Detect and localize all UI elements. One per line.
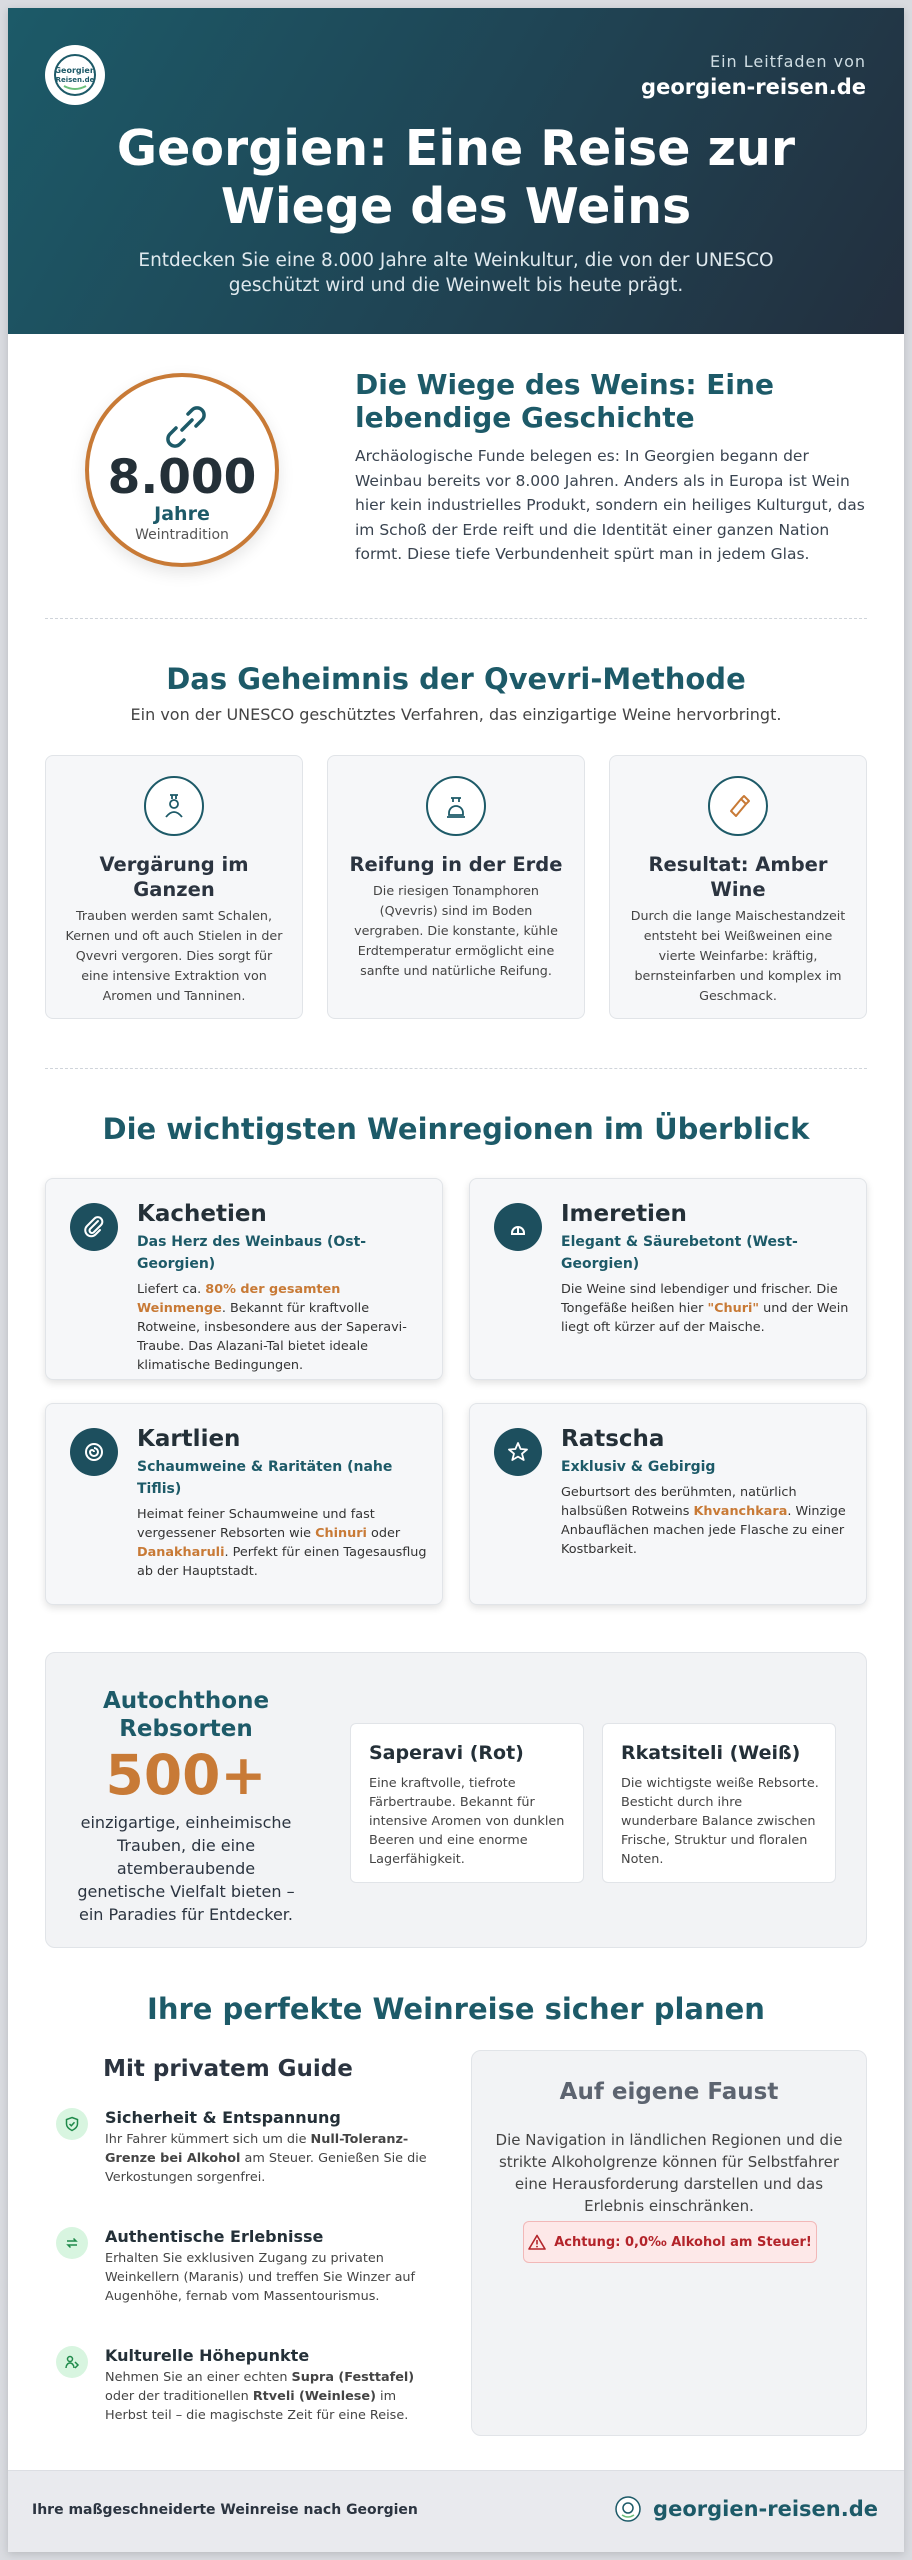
region-card-ratscha [469, 1403, 867, 1605]
region-tagline: Schaumweine & Raritäten (nahe Tiflis) [137, 1459, 393, 1497]
self-drive-panel [471, 2050, 867, 2436]
history-text: Archäologische Funde belegen es: In Georgien begann der Weinbau bereits vor 8.000 Jahren. Anders als in Europa ist Wein hier kein industrielles Produkt, sondern ein heiliges Kulturgut, das im Schoß der Erde reift und die Identität einer ganzen Nation formt. Diese tiefe Verbundenheit spürt man in jedem Glas. [355, 447, 865, 563]
grapes-text: einzigartige, einheimische Trauben, die eine atemberaubende genetische Vielfalt bieten – ein Paradies für Entdecker. [77, 1813, 295, 1924]
region-name: Imeretien [561, 1201, 687, 1227]
region-text: Liefert ca. 80% der gesamten Weinmenge. Bekannt für kraftvolle Rotweine, insbesondere aus der Saperavi-Traube. Das Alazani-Tal bietet ideale klimatische Bedingungen. [137, 1282, 407, 1373]
region-text: Die Weine sind lebendiger und frischer. Die Tongefäße heißen hier "Churi" und der Wein liegt oft kürzer auf der Maische. [561, 1282, 849, 1335]
svg-text:Georgien: Georgien [54, 66, 96, 75]
warning-icon [528, 2234, 546, 2250]
feature-text: Ihr Fahrer kümmert sich um die Null-Toleranz-Grenze bei Alkohol am Steuer. Genießen Sie die Verkostungen sorgenfrei. [105, 2132, 427, 2185]
brand-logo[interactable] [45, 45, 105, 105]
vessel-icon [494, 1203, 542, 1251]
qvevri-card-fermentation [45, 755, 303, 1019]
region-name: Kachetien [137, 1201, 267, 1227]
grape-varieties-panel [45, 1652, 867, 1948]
years-caption: Weintradition [135, 527, 229, 543]
wine-tag-icon [708, 776, 768, 836]
grape-text: Eine kraftvolle, tiefrote Färbertraube. Bekannt für intensive Aromen von dunklen Beeren und eine enorme Lagerfähigkeit. [369, 1776, 565, 1867]
guide-column-title: Mit privatem Guide [103, 2056, 353, 2082]
years-unit: Jahre [154, 503, 210, 525]
region-name: Ratscha [561, 1426, 665, 1452]
grapes-title: Autochthone Rebsorten [102, 1688, 270, 1742]
region-text: Geburtsort des berühmten, natürlich halbsüßen Rotweins Khvanchkara. Winzige Anbauflächen machen jede Flasche zu einer Kostbarkeit. [561, 1485, 846, 1557]
qvevri-card-title: Vergärung im Ganzen [99, 853, 249, 901]
hero-header [8, 8, 904, 334]
svg-text:Reisen.de: Reisen.de [55, 76, 95, 84]
years-badge [85, 373, 279, 567]
region-tagline: Elegant & Säurebetont (West-Georgien) [561, 1234, 798, 1272]
link-icon [161, 405, 211, 449]
qvevri-card-text: Trauben werden samt Schalen, Kernen und oft auch Stielen in der Qvevri vergoren. Dies sorgt für eine intensive Extraktion von Aromen und Tanninen. [65, 908, 283, 1003]
logo-icon [52, 52, 98, 98]
qvevri-card-title: Reifung in der Erde [349, 853, 563, 876]
feature-title: Sicherheit & Entspannung [105, 2108, 341, 2127]
region-text: Heimat feiner Schaumweine und fast vergessener Rebsorten wie Chinuri oder Danakharuli. Perfekt für einen Tagesausflug ab der Hauptstadt. [137, 1507, 427, 1579]
self-drive-title: Auf eigene Faust [559, 2079, 779, 2105]
infographic-page [8, 8, 904, 2552]
section-divider [45, 1068, 867, 1069]
exchange-icon [56, 2227, 88, 2259]
qvevri-card-maturation [327, 755, 585, 1019]
grape-name: Saperavi (Rot) [369, 1742, 524, 1764]
shield-check-icon [56, 2108, 88, 2140]
earth-pot-icon [426, 776, 486, 836]
alcohol-warning [523, 2221, 817, 2263]
feature-text: Nehmen Sie an einer echten Supra (Festtafel) oder der traditionellen Rtveli (Weinlese) im Herbst teil – die magischste Zeit für eine Reise. [105, 2370, 415, 2423]
region-tagline: Das Herz des Weinbaus (Ost-Georgien) [137, 1234, 367, 1272]
grape-card-saperavi [350, 1723, 584, 1883]
grape-name: Rkatsiteli (Weiß) [621, 1742, 801, 1764]
qvevri-subtitle: Ein von der UNESCO geschütztes Verfahren, das einzigartige Weine hervorbringt. [130, 705, 782, 724]
page-title: Georgien: Eine Reise zur Wiege des Weins [116, 120, 796, 235]
qvevri-card-result [609, 755, 867, 1019]
footer-logo-icon [615, 2496, 641, 2522]
regions-title: Die wichtigsten Weinregionen im Überblick [102, 1112, 810, 1146]
self-drive-text: Die Navigation in ländlichen Regionen und die strikte Alkoholgrenze können für Selbstfahrer eine Herausforderung darstellen und das Erlebnis einschränken. [495, 2131, 843, 2215]
grapes-number: 500+ [105, 1743, 267, 1807]
region-tagline: Exklusiv & Gebirgig [561, 1459, 716, 1475]
paperclip-icon [70, 1203, 118, 1251]
feature-title: Authentische Erlebnisse [105, 2227, 324, 2246]
people-icon [56, 2346, 88, 2378]
spiral-icon [70, 1428, 118, 1476]
page-subtitle: Entdecken Sie eine 8.000 Jahre alte Weinkultur, die von der UNESCO geschützt wird und die Weinwelt bis heute prägt. [138, 250, 774, 296]
feature-title: Kulturelle Höhepunkte [105, 2346, 310, 2365]
trip-title: Ihre perfekte Weinreise sicher planen [147, 1992, 765, 2026]
history-title: Die Wiege des Weins: Eine lebendige Geschichte [355, 368, 774, 434]
guide-site-link[interactable]: georgien-reisen.de [641, 75, 866, 99]
star-icon [494, 1428, 542, 1476]
qvevri-title: Das Geheimnis der Qvevri-Methode [166, 662, 746, 696]
region-name: Kartlien [137, 1426, 241, 1452]
region-card-kachetien [45, 1178, 443, 1380]
guide-label: Ein Leitfaden von [709, 52, 866, 71]
region-card-imeretien [469, 1178, 867, 1380]
feature-text: Erhalten Sie exklusiven Zugang zu privaten Weinkellern (Maranis) und treffen Sie Winzer auf Augenhöhe, fernab vom Massentourismus. [105, 2251, 416, 2304]
qvevri-card-text: Die riesigen Tonamphoren (Qvevris) sind im Boden vergraben. Die konstante, kühle Erdtemperatur ermöglicht eine sanfte und natürliche Reifung. [354, 883, 558, 978]
footer-tagline: Ihre maßgeschneiderte Weinreise nach Georgien [32, 2502, 418, 2518]
amphora-icon [144, 776, 204, 836]
qvevri-card-text: Durch die lange Maischestandzeit entsteht bei Weißweinen eine vierte Weinfarbe: kräftig, bernsteinfarben und komplex im Geschmack. [630, 908, 846, 1003]
warning-text: Achtung: 0,0‰ Alkohol am Steuer! [554, 2234, 812, 2250]
years-number: 8.000 [107, 450, 257, 505]
grape-card-rkatsiteli [602, 1723, 836, 1883]
region-card-kartlien [45, 1403, 443, 1605]
qvevri-card-title: Resultat: Amber Wine [648, 853, 828, 901]
guide-attribution [641, 52, 866, 99]
footer-site-link[interactable]: georgien-reisen.de [653, 2497, 878, 2521]
grape-text: Die wichtigste weiße Rebsorte. Besticht durch ihre wunderbare Balance zwischen Frische, Struktur und floralen Noten. [621, 1776, 819, 1867]
footer-brand[interactable] [615, 2496, 878, 2522]
section-divider [45, 618, 867, 619]
footer [8, 2470, 904, 2552]
